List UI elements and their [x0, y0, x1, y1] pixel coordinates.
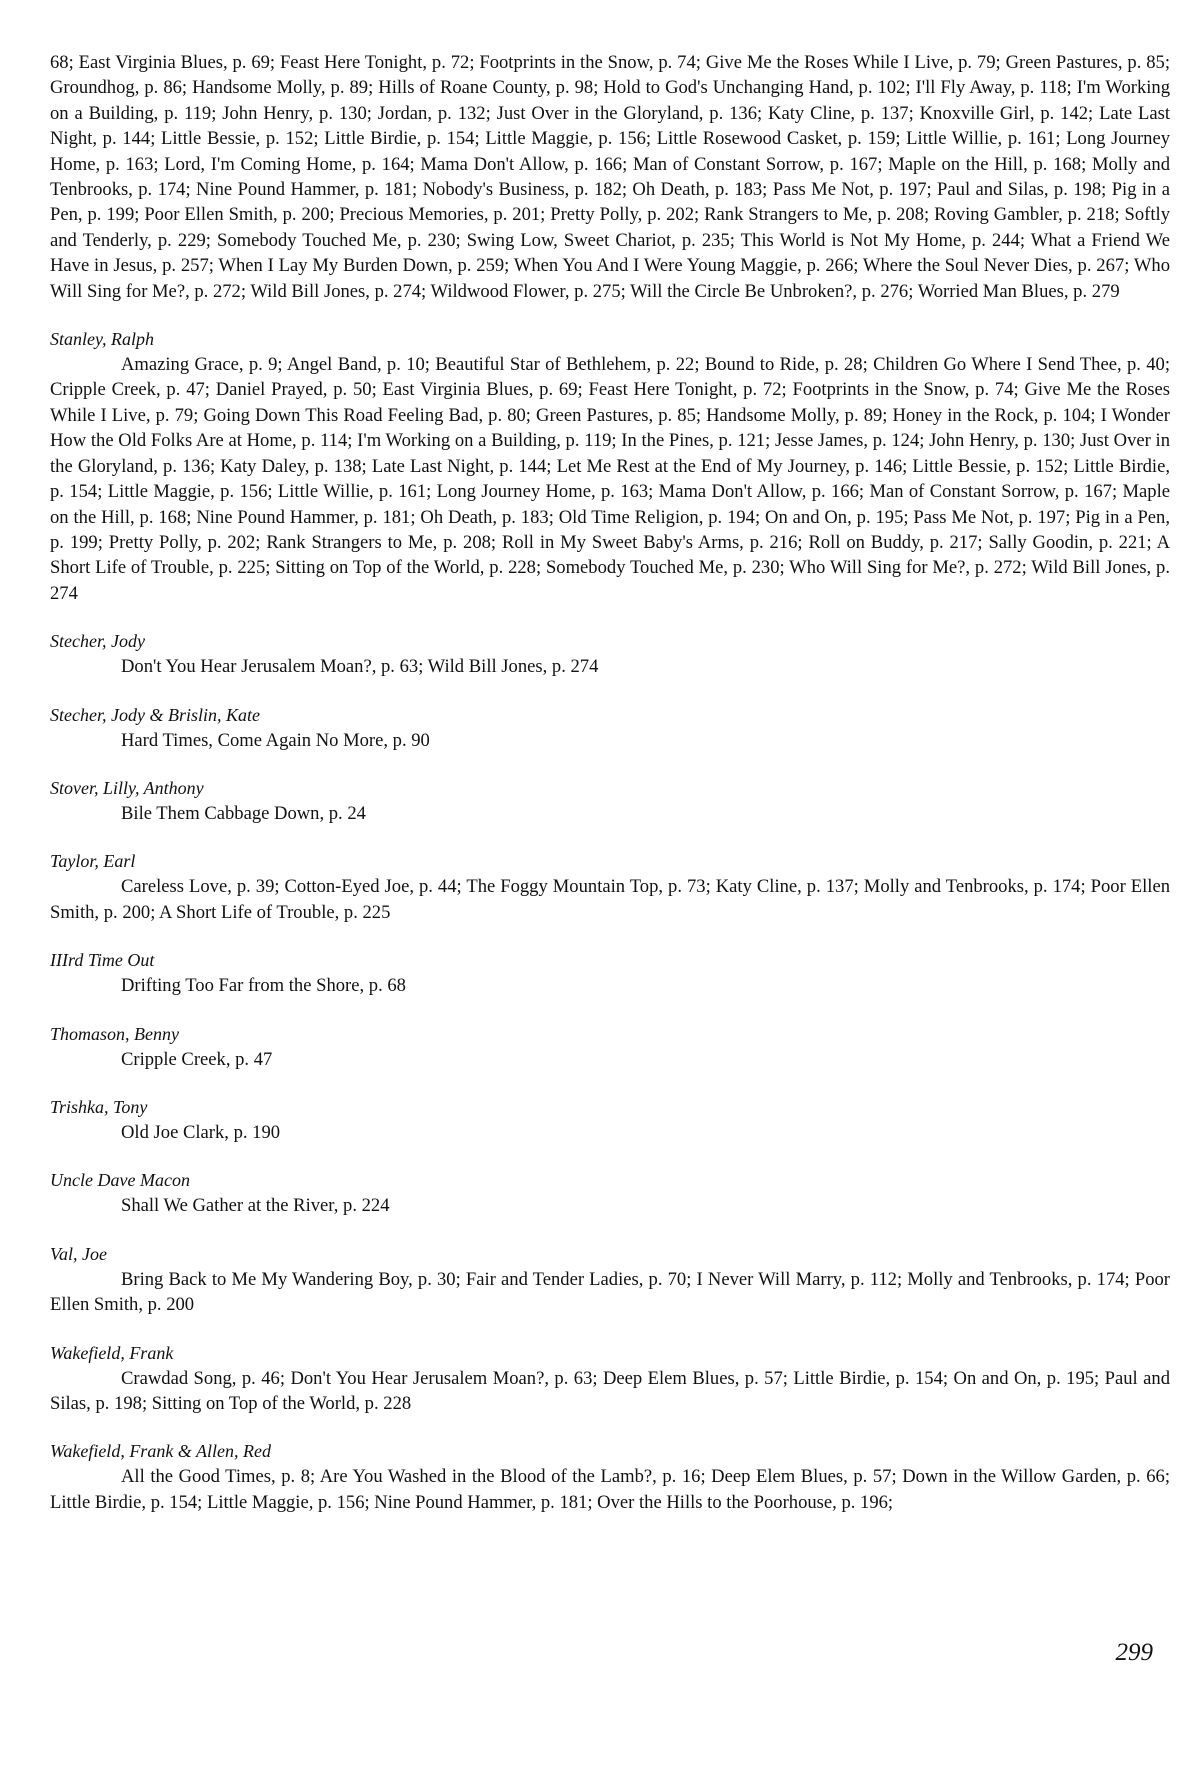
index-entry-stanley-ralph: [50, 327, 1170, 606]
song-list: Cripple Creek, p. 47: [121, 1048, 273, 1070]
index-entry-uncle-dave-macon: [50, 1168, 1170, 1218]
artist-name: Wakefield, Frank & Allen, Red: [50, 1441, 271, 1462]
index-entry-third-time-out: [50, 948, 1170, 998]
song-list: Drifting Too Far from the Shore, p. 68: [121, 975, 406, 997]
artist-name: Thomason, Benny: [50, 1023, 179, 1044]
index-page: [50, 50, 1170, 1515]
artist-name: Val, Joe: [50, 1243, 107, 1264]
continued-entry-text: 68; East Virginia Blues, p. 69; Feast Here Tonight, p. 72; Footprints in the Snow, p. 74; Give Me the Roses While I Live, p. 79; Green Pastures, p. 85; Groundhog, p. 86; Handsome Molly, p. 89; Hills of Roane County, p. 98; Hold to God's Unchanging Hand, p. 102; I'll Fly Away, p. 118; I'm Working on a Building, p. 119; John Henry, p. 130; Jordan, p. 132; Just Over in the Gloryland, p. 136; Katy Cline, p. 137; Knoxville Girl, p. 142; Late Last Night, p. 144; Little Bessie, p. 152; Little Birdie, p. 154; Little Maggie, p. 156; Little Rosewood Casket, p. 159; Little Willie, p. 161; Long Journey Home, p. 163; Lord, I'm Coming Home, p. 164; Mama Don't Allow, p. 166; Man of Constant Sorrow, p. 167; Maple on the Hill, p. 168; Molly and Tenbrooks, p. 174; Nine Pound Hammer, p. 181; Nobody's Business, p. 182; Oh Death, p. 183; Pass Me Not, p. 197; Paul and Silas, p. 198; Pig in a Pen, p. 199; Poor Ellen Smith, p. 200; Precious Memories, p. 201; Pretty Polly, p. 202; Rank Strangers to Me, p. 208; Roving Gambler, p. 218; Softly and Tenderly, p. 229; Somebody Touched Me, p. 230; Swing Low, Sweet Chariot, p. 235; This World is Not My Home, p. 244; What a Friend We Have in Jesus, p. 257; When I Lay My Burden Down, p. 259; When You And I Were Young Maggie, p. 266; Where the Soul Never Dies, p. 267; Who Will Sing for Me?, p. 272; Wild Bill Jones, p. 274; Wildwood Flower, p. 275; Will the Circle Be Unbroken?, p. 276; Worried Man Blues, p. 279: [50, 52, 1170, 302]
artist-name: Stover, Lilly, Anthony: [50, 777, 204, 798]
index-entry-taylor-earl: [50, 849, 1170, 925]
song-list: Amazing Grace, p. 9; Angel Band, p. 10; Beautiful Star of Bethlehem, p. 22; Bound to Ride, p. 28; Children Go Where I Send Thee, p. 40; Cripple Creek, p. 47; Daniel Prayed, p. 50; East Virginia Blues, p. 69; Feast Here Tonight, p. 72; Footprints in the Snow, p. 74; Give Me the Roses While I Live, p. 79; Going Down This Road Feeling Bad, p. 80; Green Pastures, p. 85; Handsome Molly, p. 89; Honey in the Rock, p. 104; I Wonder How the Old Folks Are at Home, p. 114; I'm Working on a Building, p. 119; In the Pines, p. 121; Jesse James, p. 124; John Henry, p. 130; Just Over in the Gloryland, p. 136; Katy Daley, p. 138; Late Last Night, p. 144; Let Me Rest at the End of My Journey, p. 146; Little Bessie, p. 152; Little Birdie, p. 154; Little Maggie, p. 156; Little Willie, p. 161; Long Journey Home, p. 163; Mama Don't Allow, p. 166; Man of Constant Sorrow, p. 167; Maple on the Hill, p. 168; Nine Pound Hammer, p. 181; Oh Death, p. 183; Old Time Religion, p. 194; On and On, p. 195; Pass Me Not, p. 197; Pig in a Pen, p. 199; Pretty Polly, p. 202; Rank Strangers to Me, p. 208; Roll in My Sweet Baby's Arms, p. 216; Roll on Buddy, p. 217; Sally Goodin, p. 221; A Short Life of Trouble, p. 225; Sitting on Top of the World, p. 228; Somebody Touched Me, p. 230; Who Will Sing for Me?, p. 272; Wild Bill Jones, p. 274: [50, 354, 1170, 604]
artist-name: Trishka, Tony: [50, 1096, 148, 1117]
song-list: Crawdad Song, p. 46; Don't You Hear Jerusalem Moan?, p. 63; Deep Elem Blues, p. 57; Little Birdie, p. 154; On and On, p. 195; Paul and Silas, p. 198; Sitting on Top of the World, p. 228: [50, 1367, 1170, 1414]
artist-name: Uncle Dave Macon: [50, 1170, 190, 1191]
index-entry-val-joe: [50, 1242, 1170, 1318]
song-list: Shall We Gather at the River, p. 224: [121, 1195, 390, 1217]
index-entry-stecher-brislin: [50, 703, 1170, 753]
artist-name: Wakefield, Frank: [50, 1342, 174, 1363]
index-entry-stecher-jody: [50, 629, 1170, 679]
artist-name: Stecher, Jody: [50, 631, 145, 652]
artist-name: IIIrd Time Out: [50, 950, 155, 971]
song-list: Old Joe Clark, p. 190: [121, 1121, 281, 1143]
artist-name: Taylor, Earl: [50, 851, 136, 872]
index-entry-wakefield-allen: [50, 1439, 1170, 1515]
song-list: All the Good Times, p. 8; Are You Washed in the Blood of the Lamb?, p. 16; Deep Elem Blues, p. 57; Down in the Willow Garden, p. 66; Little Birdie, p. 154; Little Maggie, p. 156; Nine Pound Hammer, p. 181; Over the Hills to the Poorhouse, p. 196;: [50, 1466, 1170, 1513]
song-list: Careless Love, p. 39; Cotton-Eyed Joe, p. 44; The Foggy Mountain Top, p. 73; Katy Cline, p. 137; Molly and Tenbrooks, p. 174; Poor Ellen Smith, p. 200; A Short Life of Trouble, p. 225: [50, 876, 1170, 923]
page-number: 299: [1115, 1639, 1153, 1666]
song-list: Don't You Hear Jerusalem Moan?, p. 63; Wild Bill Jones, p. 274: [121, 656, 599, 678]
song-list: Hard Times, Come Again No More, p. 90: [121, 729, 430, 751]
song-list: Bile Them Cabbage Down, p. 24: [121, 802, 366, 824]
song-list: Bring Back to Me My Wandering Boy, p. 30; Fair and Tender Ladies, p. 70; I Never Will Marry, p. 112; Molly and Tenbrooks, p. 174; Poor Ellen Smith, p. 200: [50, 1268, 1170, 1316]
index-entry-trishka-tony: [50, 1095, 1170, 1145]
index-entry-stover-lilly-anthony: [50, 776, 1170, 826]
artist-name: Stecher, Jody & Brislin, Kate: [50, 704, 260, 725]
index-entry-wakefield-frank: [50, 1341, 1170, 1417]
index-entry-thomason-benny: [50, 1022, 1170, 1072]
artist-name: Stanley, Ralph: [50, 329, 154, 350]
